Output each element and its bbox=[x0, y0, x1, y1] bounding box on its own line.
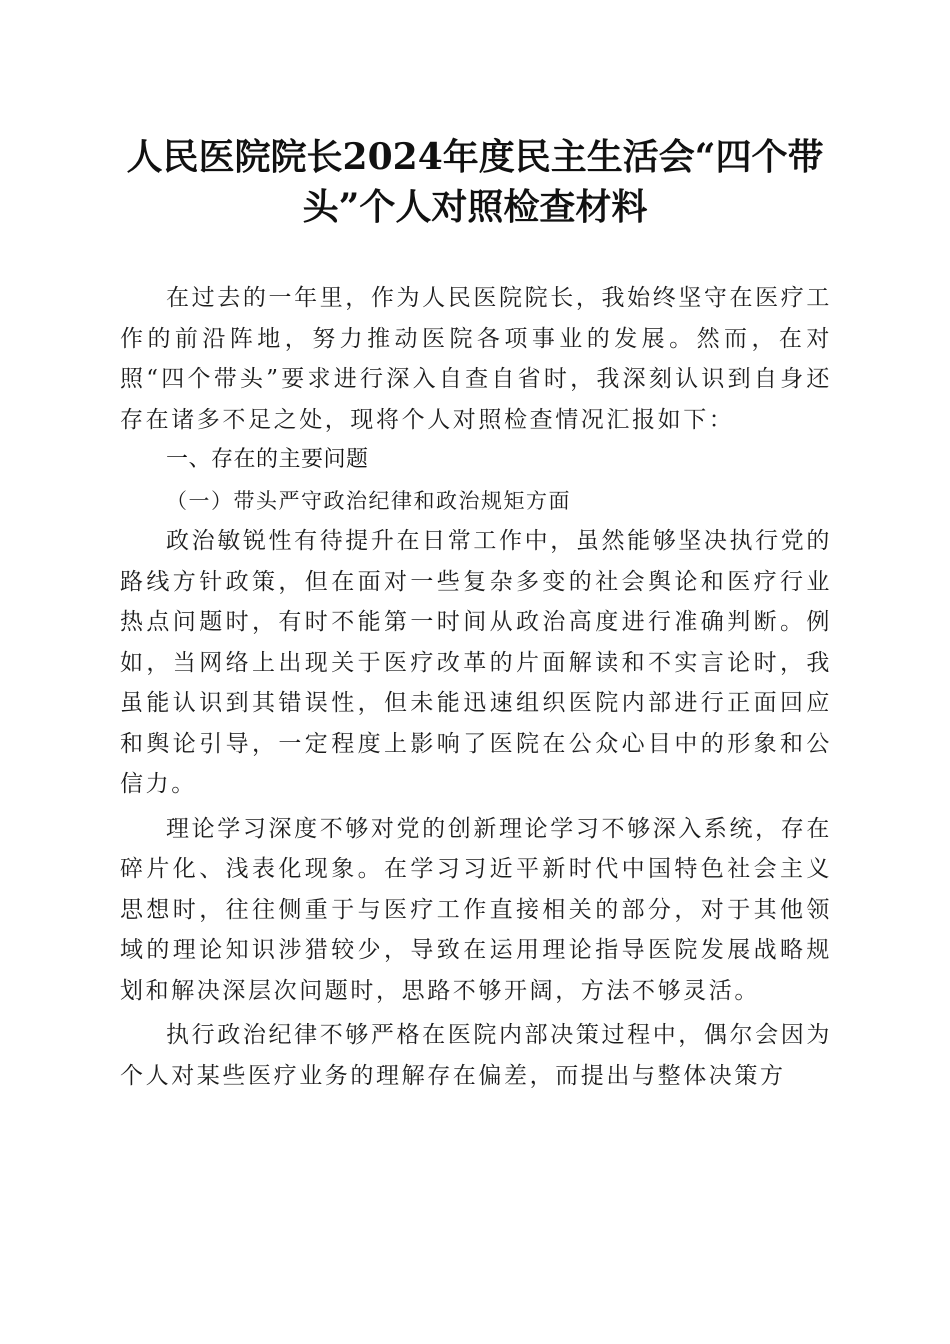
title-line-2: 头”个人对照检查材料 bbox=[302, 186, 648, 228]
document-body bbox=[120, 278, 832, 1096]
intro-paragraph: 在过去的一年里，作为人民医院院长，我始终坚守在医疗工作的前沿阵地，努力推动医院各项事业的发展。然而，在对照“四个带头”要求进行深入自查自省时，我深刻认识到自身还存在诸多不足之处，现将个人对照检查情况汇报如下： bbox=[120, 285, 832, 433]
section-heading-1: 一、存在的主要问题 bbox=[166, 447, 369, 472]
body-paragraph-3: 执行政治纪律不够严格在医院内部决策过程中，偶尔会因为个人对某些医疗业务的理解存在偏差，而提出与整体决策方 bbox=[120, 1022, 832, 1089]
document-title bbox=[100, 132, 850, 232]
title-line-1: 人民医院院长2024年度民主生活会“四个带 bbox=[126, 136, 824, 178]
body-paragraph-2: 理论学习深度不够对党的创新理论学习不够深入系统，存在碎片化、浅表化现象。在学习习近平新时代中国特色社会主义思想时，往往侧重于与医疗工作直接相关的部分，对于其他领域的理论知识涉猎较少，导致在运用理论指导医院发展战略规划和解决深层次问题时，思路不够开阔，方法不够灵活。 bbox=[120, 815, 832, 1004]
subsection-heading-1: （一）带头严守政治纪律和政治规矩方面 bbox=[166, 488, 571, 513]
body-paragraph-1: 政治敏锐性有待提升在日常工作中，虽然能够坚决执行党的路线方针政策，但在面对一些复杂多变的社会舆论和医疗行业热点问题时，有时不能第一时间从政治高度进行准确判断。例如，当网络上出现关于医疗改革的片面解读和不实言论时，我虽能认识到其错误性，但未能迅速组织医院内部进行正面回应和舆论引导，一定程度上影响了医院在公众心目中的形象和公信力。 bbox=[120, 528, 832, 797]
